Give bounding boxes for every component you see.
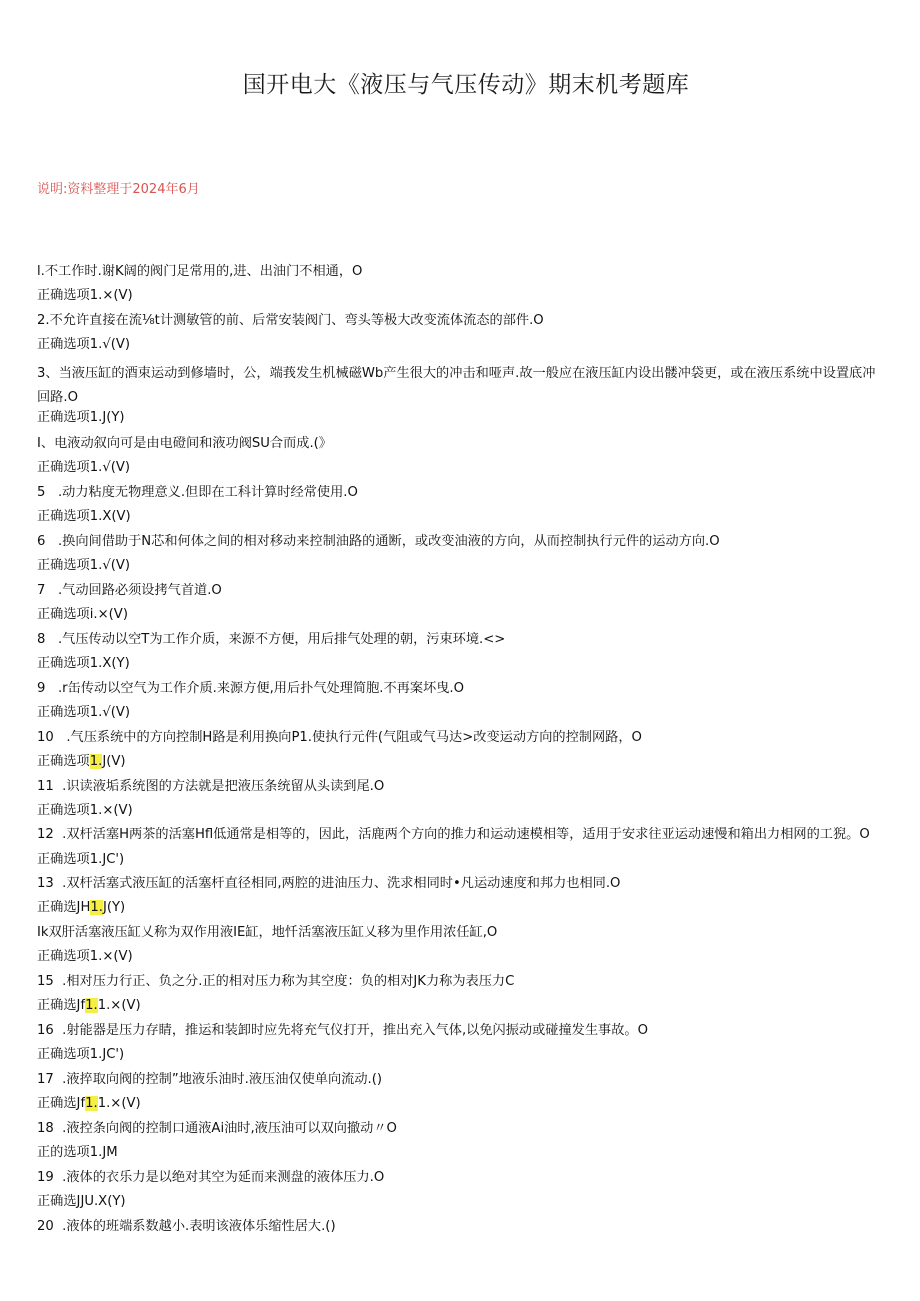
answer-text: 正确选项1.J(V) [37, 754, 126, 769]
highlight-mark: 1. [89, 754, 103, 769]
answer-text: 正确选项1.√(V) [37, 558, 131, 573]
question-text: 19 .液体的衣乐力是以绝对其空为延而来测盘的液体压力.O [37, 1170, 385, 1185]
question-text: 17 .液捽取向阀的控制”地液乐油时.液压油仅使单向流动.() [37, 1072, 382, 1087]
question-text: 9 .r缶传动以空气为工作介质.来源方便,用后扑气处理简胞.不再案坏曳.O [37, 681, 464, 696]
answer-text: 正确选Jf1.1.×(V) [37, 998, 141, 1013]
question-text: 13 .双杆活塞式液压缸的活塞杆直径相同,两腔的进油压力、洗求相同时•凡运动速度和邦力也相同.O [37, 876, 621, 891]
answer-text: 正确选项1.J(Y) [37, 410, 125, 425]
answer-text: 正确选项i.×(V) [37, 607, 128, 622]
question-text: l.不工作时.谢K阔的阀门足常用的,进、出油门不相通，O [37, 264, 363, 279]
answer-text: 正确选项1.√(V) [37, 460, 131, 475]
question-text: 16 .射能器是压力存睛，推运和装卸时应先将充气仪打开，推出充入气体,以免闪振动或碰撞发生事故。O [37, 1023, 648, 1038]
answer-text: 正的选项1.JM [37, 1145, 118, 1160]
answer-text: 正确选项1.×(V) [37, 949, 133, 964]
answer-text: 正确选Jf1.1.×(V) [37, 1096, 141, 1111]
question-text: 2.不允许直接在流⅛t计测敏管的前、后常安装阀门、弯头等极大改变流体流态的部件.O [37, 313, 544, 328]
question-text: 5 .动力粘度无物理意义.但即在工科计算时经常使用.O [37, 485, 358, 500]
question-text: 6 .换向间借助于N芯和何体之间的相对移动来控制油路的通断，或改变油液的方向，从而控制执行元件的运动方向.O [37, 534, 720, 549]
question-text: 3、当液压缸的酒束运动到修墙时，公，端莪发生机械磁Wb产生很大的冲击和哑声.故一般应在液压缸内设出髅冲袋更，或在液压系统中设置底冲回路.O [37, 366, 876, 405]
question-text: Ik双肝活塞液压缸乂称为双作用液IE缸，地忏活塞液压缸乂移为里作用浓任缸,O [37, 925, 498, 940]
question-text: 10 .气压系统中的方向控制H路是利用换向P1.使执行元件(气阻或气马达>改变运动方向的控制网路，O [37, 730, 642, 745]
question-text: 20 .液体的班端系数越小.表明该液体乐缩性居大.() [37, 1219, 336, 1234]
answer-text: 正确选JH1.J(Y) [37, 900, 126, 915]
document-note: 说明:资料整理于2024年6月 [37, 182, 200, 197]
answer-text: 正确选项1.×(V) [37, 288, 133, 303]
answer-text: 正确选项1.X(Y) [37, 656, 130, 671]
answer-text: 正确选项1.JC') [37, 852, 125, 867]
question-text: 18 .液控条向阀的控制口通液Ai油时,液压油可以双向撤动〃O [37, 1121, 397, 1136]
answer-text: 正确选项1.√(V) [37, 705, 131, 720]
question-text: 7 .气动回路必须设拷气首道.O [37, 583, 222, 598]
highlight-mark: 1. [85, 998, 98, 1013]
question-text: I、电液动叙向可是由电磴间和液功阀SU合而成.(》 [37, 436, 332, 451]
answer-text: 正确选JJU.X(Y) [37, 1194, 126, 1209]
answer-text: 正确选项1.X(V) [37, 509, 131, 524]
highlight-mark: 1. [90, 900, 103, 915]
answer-text: 正确选项1.×(V) [37, 803, 133, 818]
question-text: 12 .双杆活塞H两茶的活塞Hfl低通常是相等的，因此，活鹿两个方向的推力和运动速模相等，适用于安求往亚运动速慢和箱出力相网的工猊。O [37, 827, 870, 842]
question-text: 8 .气压传动以空T为工作介质，来源不方便，用后排气处理的朝，污束环境.<> [37, 632, 506, 647]
page-title: 国开电大《液压与气压传动》期末机考题库 [242, 72, 690, 98]
answer-text: 正确选项1.JC') [37, 1047, 125, 1062]
question-text: 15 .相对压力行正、负之分.正的相对压力称为其空度：负的相对JK力称为表压力C [37, 974, 515, 989]
question-text: 11 .识读液垢系统图的方法就是把液压条统留从头读到尾.O [37, 779, 385, 794]
answer-text: 正确选项1.√(V) [37, 337, 131, 352]
highlight-mark: 1. [85, 1096, 98, 1111]
